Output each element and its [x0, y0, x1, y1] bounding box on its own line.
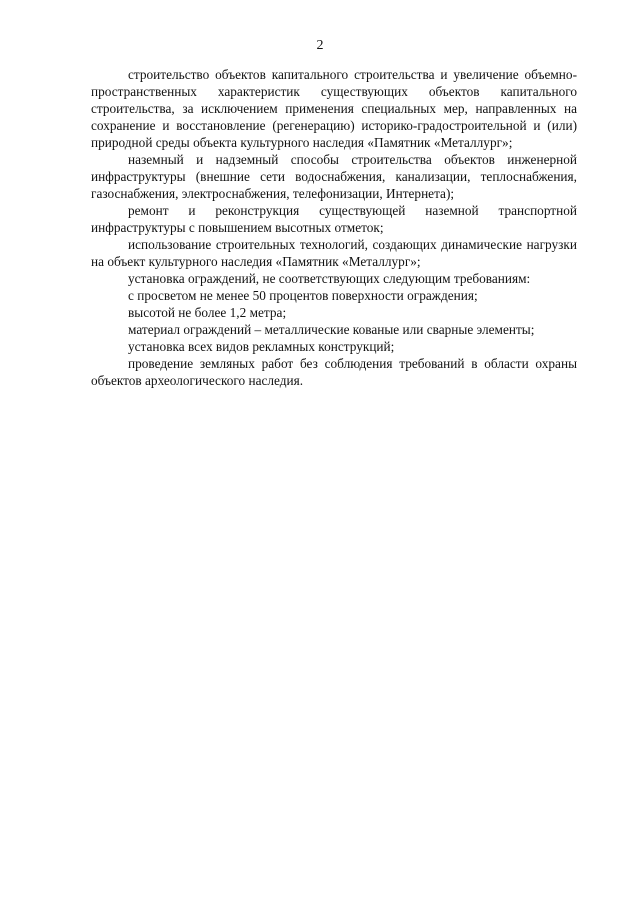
- paragraph-fence-material: материал ограждений – металлические кованые или сварные элементы;: [128, 322, 535, 337]
- paragraph-fence-clearance: с просветом не менее 50 процентов поверхности ограждения;: [128, 288, 478, 303]
- paragraph-dynamic-loads: использование строительных технологий, создающих динамические нагрузки на объект культурного наследия «Памятник «Металлург»;: [91, 237, 577, 269]
- paragraph-engineering-infrastructure: наземный и надземный способы строительства объектов инженерной инфраструктуры (внешние сети водоснабжения, канализации, теплоснабжения, газоснабжения, электроснабжения, телефонизации, Интернета);: [91, 152, 577, 201]
- paragraph-construction-restriction: строительство объектов капитального строительства и увеличение объемно-пространственных характеристик существующих объектов капитального строительства, за исключением применения специальных мер, направленных на сохранение и восстановление (регенерацию) историко-градостроительной и (или) природной среды объекта культурного наследия «Памятник «Металлург»;: [91, 67, 577, 150]
- paragraph-fences-requirements: установка ограждений, не соответствующих следующим требованиям:: [128, 271, 531, 286]
- paragraph-fence-height: высотой не более 1,2 метра;: [128, 305, 287, 320]
- paragraph-advertising: установка всех видов рекламных конструкций;: [128, 339, 395, 354]
- page-number: 2: [316, 38, 324, 53]
- paragraph-earthworks: проведение земляных работ без соблюдения требований в области охраны объектов археологического наследия.: [91, 356, 577, 388]
- paragraph-transport-infrastructure: ремонт и реконструкция существующей наземной транспортной инфраструктуры с повышением высотных отметок;: [91, 203, 577, 235]
- document-body: [91, 66, 577, 389]
